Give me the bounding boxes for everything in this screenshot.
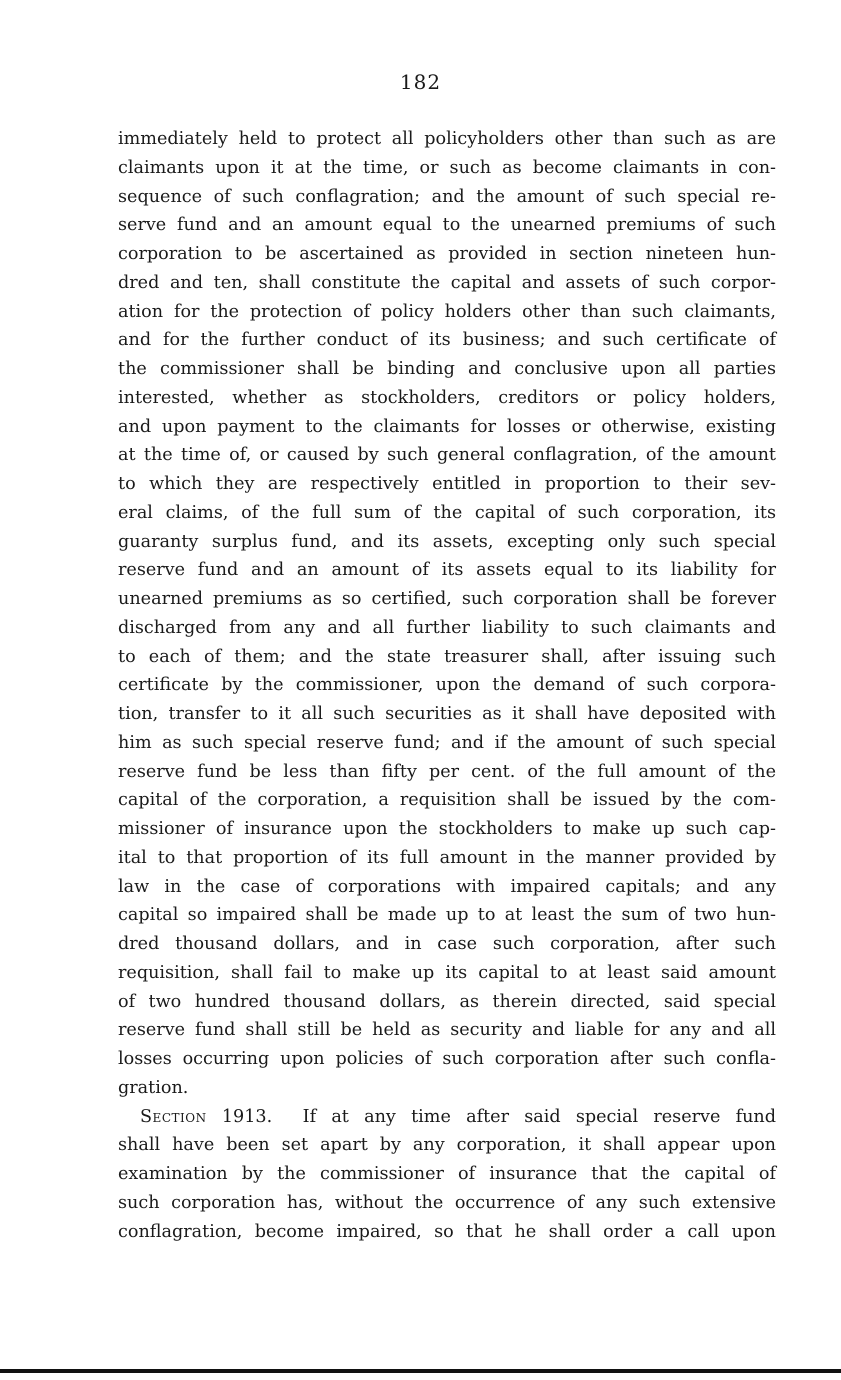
text-line: reserve fund and an amount of its assets equal to its liability for	[118, 560, 776, 581]
text-line: dred and ten, shall constitute the capital and assets of such corpor-	[118, 272, 776, 293]
text-line: interested, whether as stockholders, creditors or policy holders,	[118, 387, 776, 408]
text-line: reserve fund shall still be held as security and liable for any and all	[118, 1020, 776, 1041]
text-line: shall have been set apart by any corporation, it shall appear upon	[118, 1135, 776, 1156]
text-line: certificate by the commissioner, upon the demand of such corpora-	[118, 675, 776, 696]
text-line: and for the further conduct of its business; and such certificate of	[118, 330, 776, 351]
text-line: requisition, shall fail to make up its capital to at least said amount	[118, 962, 776, 983]
text-line: tion, transfer to it all such securities as it shall have deposited with	[118, 704, 776, 724]
text-line: serve fund and an amount equal to the unearned premiums of such	[118, 215, 776, 236]
text-line: of two hundred thousand dollars, as therein directed, said special	[118, 991, 776, 1012]
section-label: Section	[140, 1106, 207, 1127]
text-line: at the time of, or caused by such general conflagration, of the amount	[118, 445, 776, 466]
body-text	[118, 125, 776, 1246]
text-line: unearned premiums as so certified, such corporation shall be forever	[118, 589, 776, 609]
text-line: guaranty surplus fund, and its assets, excepting only such special	[118, 531, 776, 552]
text-line: capital of the corporation, a requisition shall be issued by the com-	[118, 790, 776, 811]
text-line: conflagration, become impaired, so that he shall order a call upon	[118, 1221, 776, 1242]
paragraph-continued	[118, 125, 776, 1103]
section-first-line-text: If at any time after said special reserve fund	[302, 1106, 777, 1127]
text-line: discharged from any and all further liability to such claimants and	[118, 617, 776, 638]
section-1913	[118, 1103, 776, 1247]
text-line: him as such special reserve fund; and if the amount of such special	[118, 732, 776, 753]
page-number: 182	[399, 70, 442, 94]
section-number: 1913.	[221, 1106, 273, 1127]
text-line: eral claims, of the full sum of the capital of such corporation, its	[118, 502, 776, 523]
text-line: losses occurring upon policies of such corporation after such confla-	[118, 1049, 776, 1069]
text-line: ital to that proportion of its full amount in the manner provided by	[118, 847, 776, 868]
text-line: examination by the commissioner of insurance that the capital of	[118, 1164, 776, 1184]
text-line: corporation to be ascertained as provided in section nineteen hun-	[118, 244, 776, 264]
text-line: to which they are respectively entitled in proportion to their sev-	[118, 474, 776, 494]
text-line: capital so impaired shall be made up to at least the sum of two hun-	[118, 905, 776, 926]
text-line: immediately held to protect all policyholders other than such as are	[118, 129, 776, 149]
text-line: reserve fund be less than fifty per cent. of the full amount of the	[118, 761, 776, 782]
text-line: ation for the protection of policy holders other than such claimants,	[118, 301, 776, 322]
text-line: to each of them; and the state treasurer shall, after issuing such	[118, 646, 776, 667]
text-line: gration.	[118, 1077, 189, 1098]
text-line: claimants upon it at the time, or such as become claimants in con-	[118, 157, 776, 178]
text-line: sequence of such conflagration; and the amount of such special re-	[118, 186, 776, 207]
section-first-line	[118, 1103, 776, 1132]
page-bottom-edge	[0, 1369, 841, 1373]
text-line: such corporation has, without the occurrence of any such extensive	[118, 1192, 776, 1213]
text-line: law in the case of corporations with impaired capitals; and any	[118, 876, 776, 897]
text-line: missioner of insurance upon the stockholders to make up such cap-	[118, 819, 776, 839]
text-line: and upon payment to the claimants for losses or otherwise, existing	[118, 416, 776, 437]
text-line: the commissioner shall be binding and conclusive upon all parties	[118, 359, 776, 379]
text-line: dred thousand dollars, and in case such corporation, after such	[118, 934, 776, 954]
